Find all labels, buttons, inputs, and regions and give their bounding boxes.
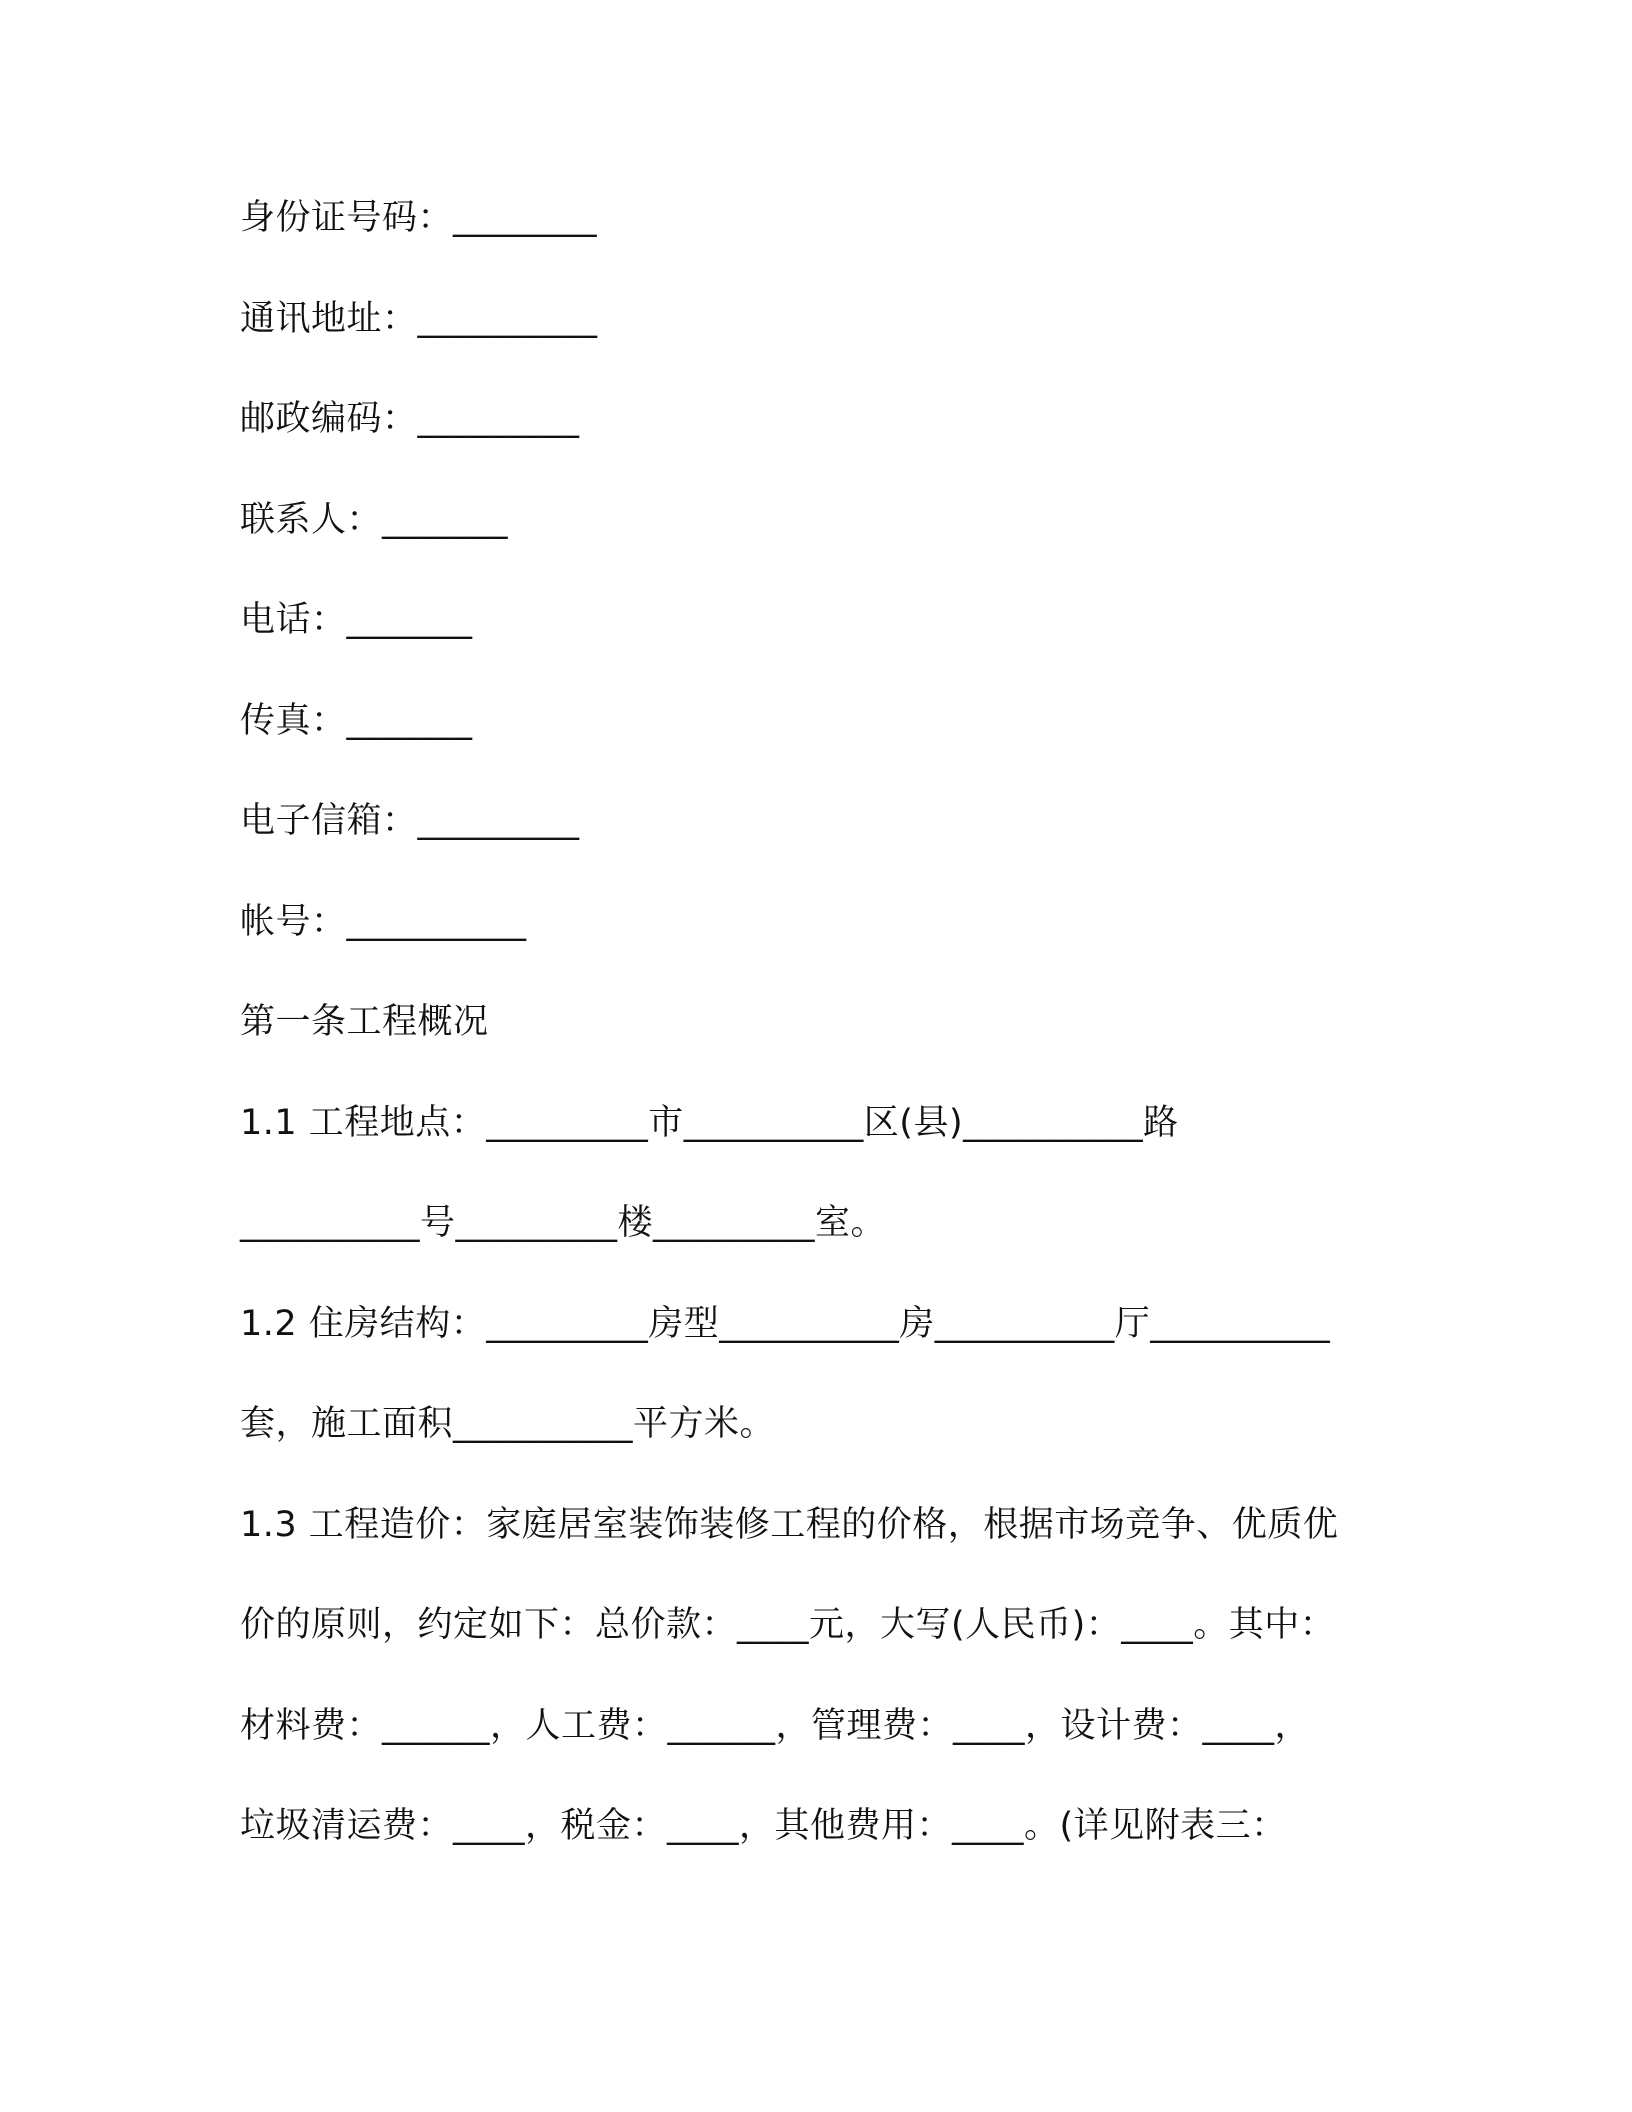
clause-1-2-structure: 1.2 住房结构：_________房型__________房__________厅__________ [240, 1303, 1331, 1344]
fax-field: 传真：_______ [240, 700, 473, 741]
clause-1-1-location: 1.1 工程地点：_________市__________区(县)__________路 [240, 1102, 1179, 1143]
clause-1-1-location-cont: __________号_________楼_________室。 [240, 1203, 887, 1243]
phone-field: 电话：_______ [240, 600, 473, 640]
document-body [240, 185, 1400, 1894]
postal-code-field: 邮政编码：_________ [240, 399, 580, 439]
clause-1-3-cost-cont-1: 价的原则，约定如下：总价款：____元，大写(人民币)：____。其中： [240, 1605, 1336, 1645]
mailing-address-field: 通讯地址：__________ [240, 298, 598, 339]
clause-1-3-cost: 1.3 工程造价：家庭居室装饰装修工程的价格，根据市场竞争、优质优 [240, 1504, 1339, 1545]
id-number-field: 身份证号码：________ [240, 198, 598, 238]
clause-1-3-cost-cont-2: 材料费：______，人工费：______，管理费：____，设计费：____， [240, 1705, 1311, 1746]
email-field: 电子信箱：_________ [240, 801, 580, 841]
contact-person-field: 联系人：_______ [240, 499, 509, 540]
clause-1-3-cost-cont-3: 垃圾清运费：____，税金：____，其他费用：____。(详见附表三： [240, 1806, 1287, 1846]
article-one-heading: 第一条工程概况 [240, 1002, 489, 1042]
account-number-field: 帐号：__________ [240, 901, 527, 942]
clause-1-2-structure-cont: 套，施工面积__________平方米。 [240, 1404, 776, 1444]
